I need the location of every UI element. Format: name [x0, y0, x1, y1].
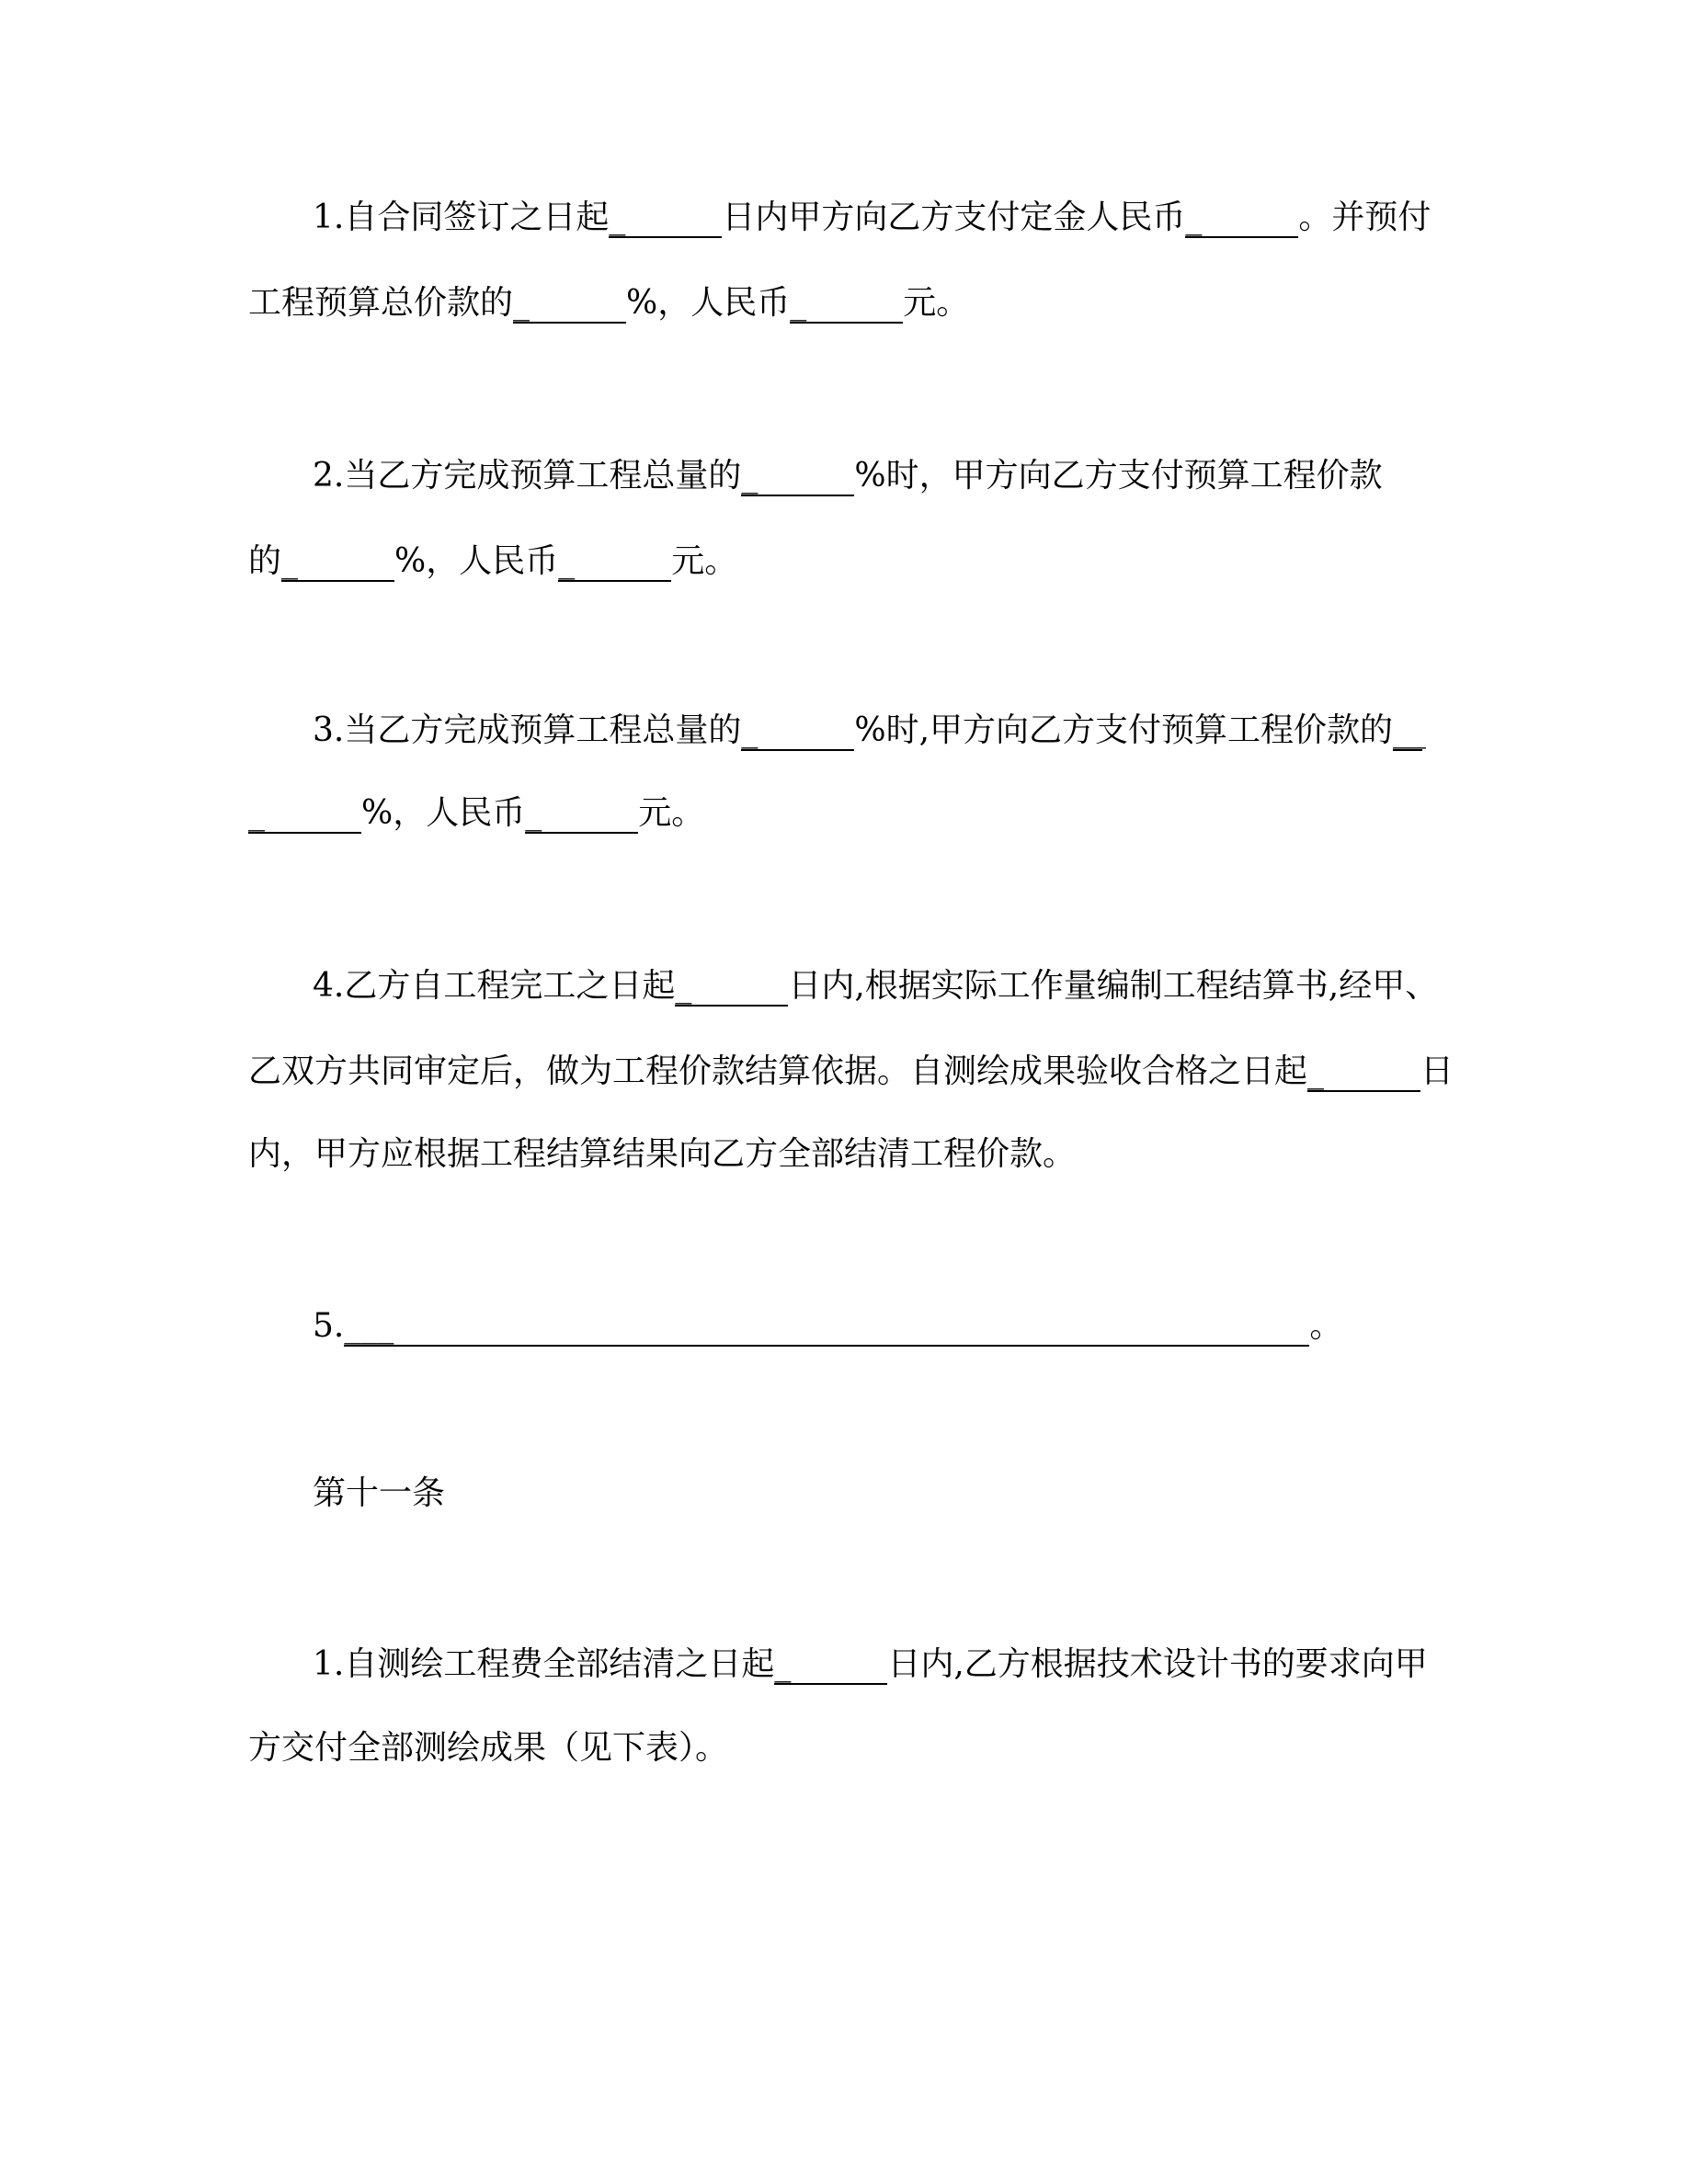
text-line	[313, 1304, 1342, 1348]
text-segment: 3.当乙方完成预算工程总量的	[313, 711, 742, 749]
text-line	[313, 454, 1383, 498]
text-segment: 日内,根据实际工作量编制工程结算书,经甲、	[788, 967, 1439, 1005]
text-segment: 工程预算总价款的	[248, 284, 514, 322]
text-line	[313, 964, 1438, 1008]
fill-in-blank: _	[525, 795, 638, 834]
text-segment: 第十一条	[313, 1474, 446, 1512]
text-segment: 内，甲方应根据工程结算结果向乙方全部结清工程价款。	[248, 1135, 1077, 1173]
text-segment: 日内甲方向乙方支付定金人民币	[722, 199, 1186, 236]
text-segment: 2.当乙方完成预算工程总量的	[313, 457, 742, 495]
text-segment: 方交付全部测绘成果（见下表）。	[248, 1729, 729, 1767]
text-segment: %时,甲方向乙方支付预算工程价款的	[854, 711, 1394, 749]
text-line	[248, 281, 969, 325]
text-segment: 的	[248, 542, 282, 580]
fill-in-blank: ___	[344, 1308, 1309, 1347]
text-line	[248, 1726, 728, 1770]
fill-in-blank: _	[558, 543, 671, 582]
text-segment: %时，甲方向乙方支付预算工程价款	[854, 457, 1383, 495]
text-segment: 1.自合同签订之日起	[313, 199, 610, 236]
text-line	[313, 709, 1427, 753]
text-segment: 乙双方共同审定后，做为工程价款结算依据。自测绘成果验收合格之日起	[248, 1052, 1308, 1090]
text-line	[313, 1472, 445, 1516]
fill-in-blank: _	[675, 968, 788, 1007]
text-line	[313, 1643, 1428, 1687]
text-segment: 日	[1420, 1052, 1454, 1090]
text-line	[313, 196, 1431, 240]
fill-in-blank: _	[741, 458, 854, 496]
text-segment: 1.自测绘工程费全部结清之日起	[313, 1645, 775, 1683]
text-line	[248, 1050, 1454, 1094]
fill-in-blank: _	[1307, 1053, 1420, 1092]
text-segment: 。并预付	[1298, 199, 1431, 236]
text-line	[248, 1132, 1076, 1177]
fill-in-blank: _	[774, 1646, 887, 1685]
text-segment: 元。	[671, 542, 738, 580]
fill-in-blank: _	[741, 712, 854, 751]
text-segment: 。	[1309, 1307, 1343, 1345]
fill-in-blank: _	[1185, 199, 1298, 238]
text-line	[248, 791, 704, 836]
text-line	[248, 540, 737, 584]
text-segment: 日内,乙方根据技术设计书的要求向甲	[887, 1645, 1428, 1683]
text-segment: %，人民币	[626, 284, 791, 322]
fill-in-blank: _	[281, 543, 394, 582]
fill-in-blank: _	[790, 285, 903, 324]
text-segment: 元。	[903, 284, 970, 322]
fill-in-blank: _	[513, 285, 626, 324]
text-segment: 元。	[638, 794, 705, 832]
fill-in-blank: __	[1393, 711, 1427, 749]
fill-in-blank: _	[609, 199, 722, 238]
text-segment: %，人民币	[394, 542, 559, 580]
text-segment: 4.乙方自工程完工之日起	[313, 967, 676, 1005]
text-segment: %，人民币	[361, 794, 526, 832]
text-segment: 5.	[313, 1307, 345, 1345]
fill-in-blank: _	[248, 795, 361, 834]
